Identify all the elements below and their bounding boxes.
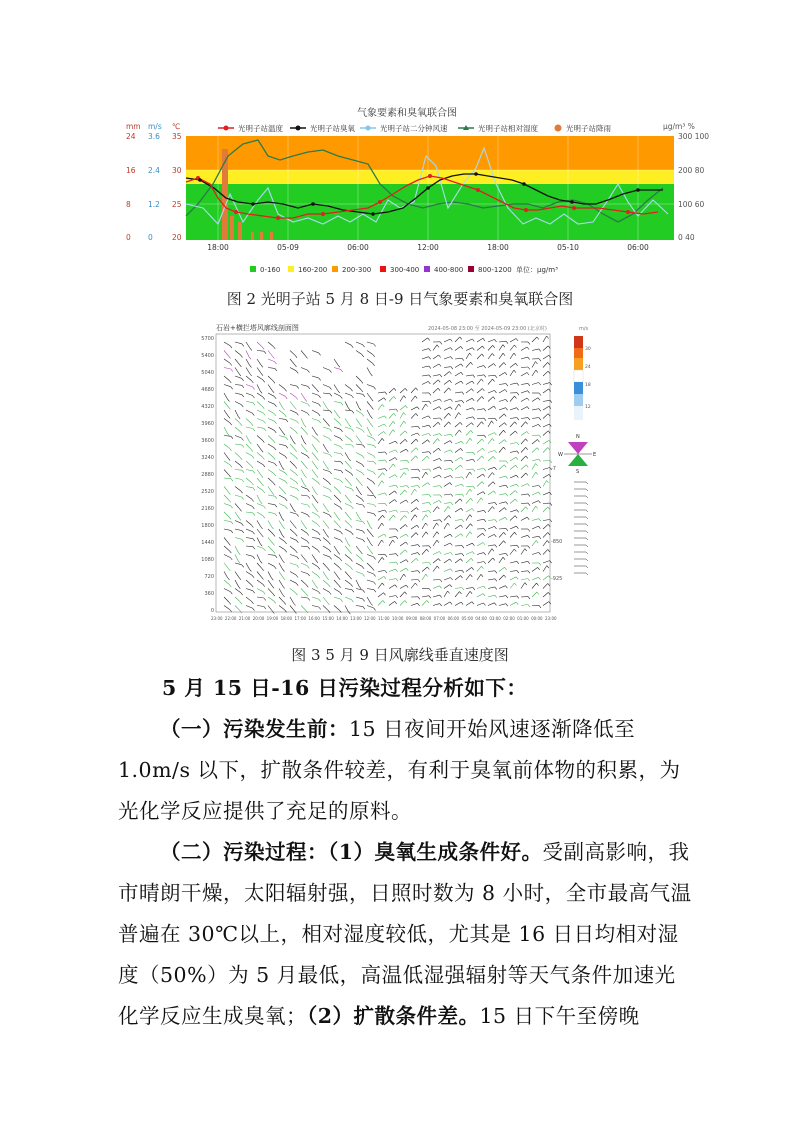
- x-tick-label: 06:00: [447, 616, 460, 621]
- y-tick-label: 1440: [201, 540, 214, 546]
- legend-barb-flag: [586, 566, 588, 568]
- figure-3-unit: m/s: [579, 326, 589, 332]
- svg-text:18:00: 18:00: [207, 243, 229, 252]
- legend-barb-flag: [586, 503, 588, 505]
- y-tick-label: 4680: [201, 387, 214, 393]
- figure-2-caption: 图 2 光明子站 5 月 8 日-9 日气象要素和臭氧联合图: [226, 290, 574, 308]
- paragraph-2-label: （二）污染过程：（1）臭氧生成条件好。: [160, 840, 543, 864]
- legend-barb-flag: [586, 517, 588, 519]
- legend-barb-flag: [586, 573, 588, 575]
- svg-text:-850: -850: [551, 539, 563, 545]
- svg-text:光明子站臭氧: 光明子站臭氧: [310, 124, 355, 133]
- legend-barb-flag: [586, 545, 588, 547]
- svg-text:24: 24: [126, 132, 136, 141]
- svg-text:100 60: 100 60: [678, 200, 705, 209]
- figure-2-legend: [218, 123, 611, 133]
- y-tick-label: 3960: [201, 421, 214, 427]
- x-tick-label: 16:00: [308, 616, 320, 621]
- y-tick-label: 0: [210, 608, 214, 614]
- x-tick-label: 22:00: [224, 616, 237, 621]
- svg-text:30: 30: [585, 347, 591, 352]
- paragraph-before-pollution: [118, 709, 693, 832]
- svg-text:单位：μg/m³: 单位：μg/m³: [516, 266, 558, 274]
- svg-text:1.2: 1.2: [148, 200, 160, 209]
- legend-item-temperature: [218, 123, 283, 133]
- y-tick-label: 1080: [201, 557, 214, 563]
- legend-barb-flag: [586, 552, 588, 554]
- svg-text:0: 0: [148, 233, 153, 242]
- svg-text:05-10: 05-10: [557, 243, 579, 252]
- y-tick-label: 5700: [201, 336, 214, 342]
- legend-barb-flag: [586, 489, 588, 491]
- unit-c: ℃: [172, 122, 181, 131]
- figure-3-y-axis: [201, 336, 214, 614]
- x-tick-label: 08:00: [419, 616, 432, 621]
- x-tick-label: 18:00: [280, 616, 293, 621]
- svg-text:25: 25: [172, 200, 182, 209]
- svg-text:0: 0: [126, 233, 131, 242]
- svg-text:0 40: 0 40: [678, 233, 695, 242]
- y-tick-label: 2520: [201, 489, 214, 495]
- svg-text:0-160: 0-160: [260, 266, 281, 274]
- x-tick-label: 10:00: [391, 616, 404, 621]
- svg-text:06:00: 06:00: [627, 243, 649, 252]
- y-tick-label: 2880: [201, 472, 214, 478]
- svg-text:06:00: 06:00: [347, 243, 369, 252]
- y-tick-label: 3240: [201, 455, 214, 461]
- paragraph-1-body: 15 日夜间开始风速逐渐降低至 1.0m/s 以下，扩散条件较差，有利于臭氧前体物的积累，为光化学反应提供了充足的原料。: [118, 717, 681, 823]
- svg-text:光明子站相对湿度: 光明子站相对湿度: [478, 124, 538, 133]
- legend-item-rainfall: [555, 123, 612, 133]
- svg-text:35: 35: [172, 132, 182, 141]
- svg-text:30: 30: [172, 166, 182, 175]
- svg-text:12: 12: [585, 405, 591, 410]
- svg-text:200 80: 200 80: [678, 166, 705, 175]
- legend-barb-flag: [586, 482, 588, 484]
- figure-3-caption: 图 3 5 月 9 日风廓线垂直速度图: [291, 646, 509, 664]
- x-tick-label: 17:00: [294, 616, 307, 621]
- svg-text:8: 8: [126, 200, 131, 209]
- y-tick-label: 360: [204, 591, 214, 597]
- svg-text:12:00: 12:00: [417, 243, 439, 252]
- ozone-band-legend: [250, 265, 558, 274]
- svg-text:-7: -7: [551, 466, 556, 472]
- x-tick-label: 03:00: [489, 616, 501, 621]
- unit-ms: m/s: [148, 122, 162, 131]
- svg-text:N: N: [576, 434, 580, 440]
- legend-item-wind-speed: [360, 123, 448, 133]
- x-tick-label: 00:00: [531, 616, 543, 621]
- compass-icon: [558, 434, 596, 475]
- svg-text:18: 18: [585, 383, 591, 388]
- svg-text:300 100: 300 100: [678, 132, 710, 141]
- paragraph-1-label: （一）污染发生前：: [160, 717, 349, 741]
- y-tick-label: 3600: [201, 438, 214, 444]
- x-tick-label: 05:00: [461, 616, 474, 621]
- legend-barb-flag: [586, 531, 588, 533]
- svg-text:光明子站降雨: 光明子站降雨: [566, 124, 611, 133]
- x-tick-label: 02:00: [503, 616, 515, 621]
- x-tick-label: 07:00: [433, 616, 446, 621]
- svg-text:300-400: 300-400: [390, 266, 420, 274]
- paragraph-2-label-2: （2）扩散条件差。: [307, 1004, 480, 1028]
- svg-text:光明子站二分钟风速: 光明子站二分钟风速: [380, 124, 448, 133]
- svg-text:800-1200: 800-1200: [478, 266, 512, 274]
- x-tick-label: 13:00: [350, 616, 362, 621]
- legend-barb-flag: [586, 510, 588, 512]
- svg-text:W: W: [558, 452, 563, 458]
- svg-text:160-200: 160-200: [298, 266, 328, 274]
- x-tick-label: 01:00: [517, 616, 529, 621]
- x-tick-label: 14:00: [336, 616, 348, 621]
- svg-text:18:00: 18:00: [487, 243, 509, 252]
- pressure-level-labels: [551, 466, 562, 582]
- figure-2-x-axis: [207, 243, 649, 252]
- y-tick-label: 4320: [201, 404, 214, 410]
- svg-text:E: E: [593, 452, 597, 458]
- y-tick-label: 5040: [201, 370, 214, 376]
- left-axis-ticks: [126, 132, 182, 242]
- x-tick-label: 23:00: [545, 616, 557, 621]
- svg-text:200-300: 200-300: [342, 266, 372, 274]
- figure-3-time-range: 2024-05-08 23:00 至 2024-05-09 23:00 (北京时): [428, 326, 547, 332]
- legend-barb-flag: [586, 559, 588, 561]
- x-tick-label: 19:00: [266, 616, 279, 621]
- unit-right: μg/m³ %: [663, 122, 695, 131]
- svg-text:S: S: [576, 469, 580, 475]
- legend-item-ozone: [290, 123, 355, 133]
- speed-colorbar: [574, 336, 591, 420]
- x-tick-label: 15:00: [322, 616, 334, 621]
- figure-3-wind-profile: [202, 322, 598, 638]
- x-tick-label: 21:00: [238, 616, 251, 621]
- y-tick-label: 5400: [201, 353, 214, 359]
- svg-text:3.6: 3.6: [148, 132, 160, 141]
- right-axis-ticks: [678, 132, 709, 242]
- svg-text:24: 24: [585, 365, 591, 370]
- unit-mm: mm: [126, 122, 141, 131]
- barb-speed-legend: [574, 482, 588, 575]
- svg-text:2.4: 2.4: [148, 166, 160, 175]
- legend-barb-flag: [586, 496, 588, 498]
- x-tick-label: 04:00: [475, 616, 487, 621]
- legend-barb-flag: [586, 524, 588, 526]
- svg-text:400-800: 400-800: [434, 266, 464, 274]
- figure-3-x-axis: [211, 616, 557, 621]
- svg-text:光明子站温度: 光明子站温度: [238, 124, 283, 133]
- legend-item-humidity: [458, 123, 538, 133]
- x-tick-label: 12:00: [364, 616, 376, 621]
- section-heading: 5 月 15 日-16 日污染过程分析如下：: [162, 676, 528, 700]
- x-tick-label: 11:00: [378, 616, 390, 621]
- paragraph-pollution-process: [118, 832, 693, 1037]
- paragraph-2-body: 受副高影响，我市晴朗干燥，太阳辐射强，日照时数为 8 小时，全市最高气温普遍在 30℃以上，相对湿度较低，尤其是 16 日日均相对湿度（50%）为 5 月最低，高温低湿强辐射等天气条件加速光化学反应生成臭氧；: [118, 840, 692, 1028]
- x-tick-label: 23:00: [211, 616, 223, 621]
- legend-barb-flag: [586, 538, 588, 540]
- figure-2-chart: [118, 104, 710, 282]
- paragraph-2-body-2: 15 日下午至傍晚: [479, 1004, 640, 1028]
- svg-text:05-09: 05-09: [277, 243, 299, 252]
- ozone-level-bands: [186, 136, 674, 240]
- x-tick-label: 09:00: [405, 616, 418, 621]
- y-tick-label: 720: [204, 574, 214, 580]
- svg-text:16: 16: [126, 166, 136, 175]
- x-tick-label: 20:00: [252, 616, 265, 621]
- y-tick-label: 1800: [201, 523, 214, 529]
- figure-3-title: 石岩+横拦塔风廓线剖面图: [216, 324, 299, 332]
- figure-2-title: 气象要素和臭氧联合图: [357, 108, 457, 119]
- y-tick-label: 2160: [201, 506, 214, 512]
- svg-text:20: 20: [172, 233, 182, 242]
- svg-text:-925: -925: [551, 576, 563, 582]
